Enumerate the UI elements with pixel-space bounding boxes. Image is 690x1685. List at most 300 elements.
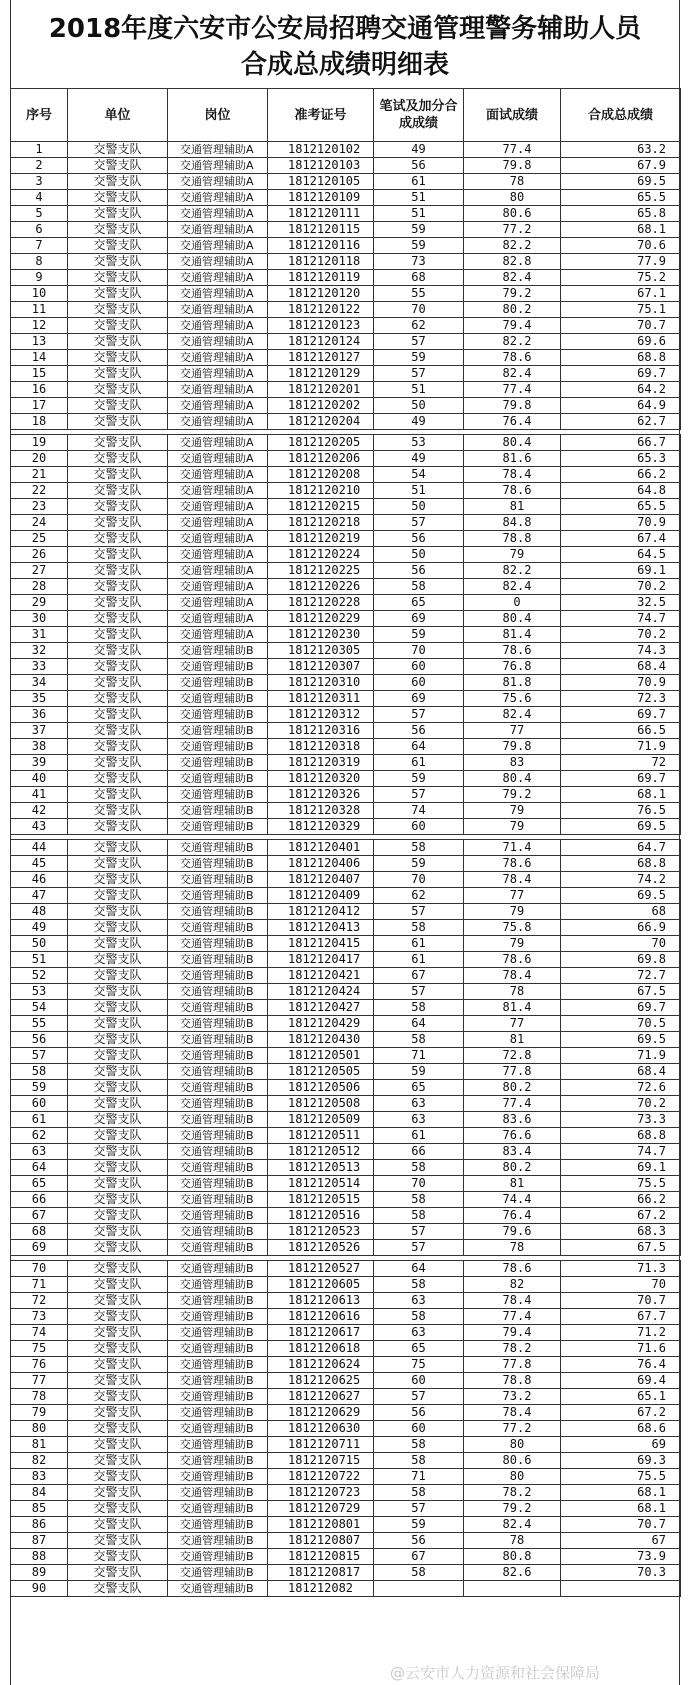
cell-post: 交通管理辅助B — [168, 787, 268, 803]
cell-post: 交通管理辅助B — [168, 1048, 268, 1064]
cell-post: 交通管理辅助B — [168, 1565, 268, 1581]
cell-total: 75.5 — [561, 1469, 681, 1485]
cell-post: 交通管理辅助B — [168, 1096, 268, 1112]
table-row — [11, 1144, 681, 1160]
cell-post: 交通管理辅助B — [168, 739, 268, 755]
cell-post: 交通管理辅助A — [168, 206, 268, 222]
table-row — [11, 547, 681, 563]
cell-total: 74.3 — [561, 643, 681, 659]
cell-exam-id: 1812120406 — [268, 856, 374, 872]
cell-unit: 交警支队 — [68, 238, 168, 254]
cell-post: 交通管理辅助B — [168, 1549, 268, 1565]
cell-written: 75 — [374, 1357, 464, 1373]
cell-interview: 80 — [464, 1437, 561, 1453]
cell-written: 58 — [374, 1208, 464, 1224]
cell-post: 交通管理辅助B — [168, 1208, 268, 1224]
cell-no: 15 — [11, 366, 68, 382]
cell-no: 14 — [11, 350, 68, 366]
cell-no: 51 — [11, 952, 68, 968]
cell-no: 41 — [11, 787, 68, 803]
cell-unit: 交警支队 — [68, 1293, 168, 1309]
cell-written: 56 — [374, 1533, 464, 1549]
cell-written: 50 — [374, 398, 464, 414]
cell-post: 交通管理辅助A — [168, 451, 268, 467]
cell-total: 64.5 — [561, 547, 681, 563]
cell-exam-id: 1812120123 — [268, 318, 374, 334]
cell-exam-id: 1812120329 — [268, 819, 374, 835]
cell-total: 73.9 — [561, 1549, 681, 1565]
cell-total: 68.1 — [561, 1501, 681, 1517]
cell-interview: 77 — [464, 723, 561, 739]
cell-post: 交通管理辅助A — [168, 302, 268, 318]
cell-post: 交通管理辅助A — [168, 382, 268, 398]
cell-post: 交通管理辅助B — [168, 840, 268, 856]
cell-no: 76 — [11, 1357, 68, 1373]
cell-interview: 78 — [464, 174, 561, 190]
cell-total: 69.7 — [561, 771, 681, 787]
cell-interview: 81.6 — [464, 451, 561, 467]
cell-post: 交通管理辅助B — [168, 1373, 268, 1389]
cell-exam-id: 1812120318 — [268, 739, 374, 755]
cell-total: 74.7 — [561, 1144, 681, 1160]
cell-interview: 84.8 — [464, 515, 561, 531]
cell-unit: 交警支队 — [68, 755, 168, 771]
cell-unit: 交警支队 — [68, 936, 168, 952]
cell-post: 交通管理辅助A — [168, 318, 268, 334]
cell-interview: 82.6 — [464, 1565, 561, 1581]
cell-written: 58 — [374, 840, 464, 856]
cell-total: 66.2 — [561, 467, 681, 483]
cell-post: 交通管理辅助A — [168, 270, 268, 286]
table-row — [11, 691, 681, 707]
cell-post: 交通管理辅助B — [168, 771, 268, 787]
cell-total: 68.8 — [561, 856, 681, 872]
cell-exam-id: 1812120729 — [268, 1501, 374, 1517]
cell-total: 68.1 — [561, 1485, 681, 1501]
cell-no: 11 — [11, 302, 68, 318]
cell-unit: 交警支队 — [68, 483, 168, 499]
table-row — [11, 659, 681, 675]
cell-post: 交通管理辅助B — [168, 1261, 268, 1277]
cell-no: 43 — [11, 819, 68, 835]
cell-unit: 交警支队 — [68, 190, 168, 206]
cell-post: 交通管理辅助B — [168, 1112, 268, 1128]
cell-written: 58 — [374, 1192, 464, 1208]
cell-exam-id: 1812120417 — [268, 952, 374, 968]
cell-total: 72.6 — [561, 1080, 681, 1096]
table-row — [11, 1469, 681, 1485]
cell-unit: 交警支队 — [68, 334, 168, 350]
header-unit: 单位 — [68, 89, 168, 142]
cell-post: 交通管理辅助B — [168, 1341, 268, 1357]
cell-no: 62 — [11, 1128, 68, 1144]
cell-post: 交通管理辅助B — [168, 723, 268, 739]
cell-exam-id: 1812120319 — [268, 755, 374, 771]
cell-written: 61 — [374, 1128, 464, 1144]
cell-unit: 交警支队 — [68, 739, 168, 755]
cell-post: 交通管理辅助A — [168, 254, 268, 270]
cell-unit: 交警支队 — [68, 707, 168, 723]
cell-interview: 77.4 — [464, 142, 561, 158]
cell-exam-id: 1812120624 — [268, 1357, 374, 1373]
cell-written: 62 — [374, 318, 464, 334]
cell-post: 交通管理辅助A — [168, 515, 268, 531]
cell-exam-id: 1812120508 — [268, 1096, 374, 1112]
cell-no: 53 — [11, 984, 68, 1000]
table-row — [11, 1048, 681, 1064]
cell-no: 45 — [11, 856, 68, 872]
cell-total: 68.1 — [561, 222, 681, 238]
cell-exam-id: 1812120526 — [268, 1240, 374, 1256]
cell-post: 交通管理辅助B — [168, 1517, 268, 1533]
cell-post: 交通管理辅助A — [168, 563, 268, 579]
table-row — [11, 206, 681, 222]
cell-total: 71.6 — [561, 1341, 681, 1357]
cell-total: 65.8 — [561, 206, 681, 222]
cell-written: 71 — [374, 1048, 464, 1064]
cell-no: 85 — [11, 1501, 68, 1517]
cell-exam-id: 1812120630 — [268, 1421, 374, 1437]
table-row — [11, 1016, 681, 1032]
cell-post: 交通管理辅助B — [168, 1389, 268, 1405]
header-written: 笔试及加分合成成绩 — [374, 89, 464, 142]
cell-no: 88 — [11, 1549, 68, 1565]
table-row — [11, 579, 681, 595]
cell-unit: 交警支队 — [68, 1581, 168, 1597]
cell-total: 32.5 — [561, 595, 681, 611]
cell-exam-id: 1812120409 — [268, 888, 374, 904]
cell-unit: 交警支队 — [68, 1485, 168, 1501]
cell-total: 74.7 — [561, 611, 681, 627]
cell-interview: 79.2 — [464, 286, 561, 302]
cell-unit: 交警支队 — [68, 142, 168, 158]
cell-post: 交通管理辅助A — [168, 579, 268, 595]
cell-written: 57 — [374, 787, 464, 803]
cell-interview: 79.4 — [464, 318, 561, 334]
cell-no: 52 — [11, 968, 68, 984]
cell-interview: 77 — [464, 1016, 561, 1032]
cell-unit: 交警支队 — [68, 1341, 168, 1357]
cell-interview: 78.4 — [464, 968, 561, 984]
cell-written: 51 — [374, 206, 464, 222]
cell-written: 63 — [374, 1325, 464, 1341]
cell-unit: 交警支队 — [68, 1112, 168, 1128]
header-exam-id: 准考证号 — [268, 89, 374, 142]
table-row — [11, 158, 681, 174]
cell-total: 69.7 — [561, 1000, 681, 1016]
cell-interview: 74.4 — [464, 1192, 561, 1208]
cell-post: 交通管理辅助B — [168, 1581, 268, 1597]
cell-unit: 交警支队 — [68, 1224, 168, 1240]
cell-interview: 77.8 — [464, 1064, 561, 1080]
cell-interview: 78.4 — [464, 1405, 561, 1421]
cell-total: 66.7 — [561, 435, 681, 451]
table-row — [11, 499, 681, 515]
cell-no: 37 — [11, 723, 68, 739]
cell-written: 58 — [374, 1437, 464, 1453]
cell-total: 67.1 — [561, 286, 681, 302]
cell-exam-id: 1812120509 — [268, 1112, 374, 1128]
cell-written: 51 — [374, 382, 464, 398]
cell-total: 70.7 — [561, 1517, 681, 1533]
cell-total: 62.7 — [561, 414, 681, 430]
cell-unit: 交警支队 — [68, 414, 168, 430]
cell-no: 20 — [11, 451, 68, 467]
cell-no: 64 — [11, 1160, 68, 1176]
cell-total: 67.5 — [561, 984, 681, 1000]
cell-exam-id: 1812120613 — [268, 1293, 374, 1309]
score-table — [10, 88, 681, 1597]
cell-exam-id: 1812120122 — [268, 302, 374, 318]
cell-exam-id: 1812120129 — [268, 366, 374, 382]
cell-interview: 82.4 — [464, 1517, 561, 1533]
cell-exam-id: 1812120118 — [268, 254, 374, 270]
table-row — [11, 1517, 681, 1533]
cell-interview: 79.2 — [464, 787, 561, 803]
cell-total: 75.5 — [561, 1176, 681, 1192]
table-row — [11, 1064, 681, 1080]
cell-unit: 交警支队 — [68, 1437, 168, 1453]
cell-interview: 78.6 — [464, 643, 561, 659]
cell-written: 58 — [374, 1277, 464, 1293]
cell-exam-id: 1812120605 — [268, 1277, 374, 1293]
table-row — [11, 1128, 681, 1144]
cell-interview: 79.6 — [464, 1224, 561, 1240]
cell-written: 57 — [374, 515, 464, 531]
cell-exam-id: 1812120415 — [268, 936, 374, 952]
cell-no: 13 — [11, 334, 68, 350]
cell-exam-id: 1812120210 — [268, 483, 374, 499]
cell-no: 73 — [11, 1309, 68, 1325]
cell-written: 69 — [374, 611, 464, 627]
cell-total: 69 — [561, 1437, 681, 1453]
cell-total: 72 — [561, 755, 681, 771]
cell-interview: 79 — [464, 819, 561, 835]
cell-total: 64.7 — [561, 840, 681, 856]
cell-unit: 交警支队 — [68, 595, 168, 611]
cell-no: 50 — [11, 936, 68, 952]
cell-exam-id: 181212082 — [268, 1581, 374, 1597]
cell-written: 73 — [374, 254, 464, 270]
cell-total: 65.1 — [561, 1389, 681, 1405]
cell-exam-id: 1812120105 — [268, 174, 374, 190]
cell-unit: 交警支队 — [68, 952, 168, 968]
cell-interview: 79 — [464, 904, 561, 920]
cell-unit: 交警支队 — [68, 158, 168, 174]
cell-total: 65.3 — [561, 451, 681, 467]
table-row — [11, 1112, 681, 1128]
cell-post: 交通管理辅助A — [168, 435, 268, 451]
cell-no: 8 — [11, 254, 68, 270]
table-row — [11, 1096, 681, 1112]
cell-no: 29 — [11, 595, 68, 611]
cell-no: 40 — [11, 771, 68, 787]
cell-total: 68.4 — [561, 1064, 681, 1080]
cell-total: 71.2 — [561, 1325, 681, 1341]
cell-unit: 交警支队 — [68, 1501, 168, 1517]
cell-no: 22 — [11, 483, 68, 499]
cell-unit: 交警支队 — [68, 803, 168, 819]
cell-total: 67.7 — [561, 1309, 681, 1325]
cell-unit: 交警支队 — [68, 659, 168, 675]
cell-interview: 78 — [464, 984, 561, 1000]
cell-exam-id: 1812120627 — [268, 1389, 374, 1405]
cell-unit: 交警支队 — [68, 1389, 168, 1405]
cell-post: 交通管理辅助A — [168, 595, 268, 611]
cell-unit: 交警支队 — [68, 1064, 168, 1080]
cell-written: 57 — [374, 366, 464, 382]
table-row — [11, 1176, 681, 1192]
cell-post: 交通管理辅助A — [168, 547, 268, 563]
cell-unit: 交警支队 — [68, 1080, 168, 1096]
cell-interview: 79.2 — [464, 1501, 561, 1517]
cell-written: 70 — [374, 872, 464, 888]
cell-exam-id: 1812120229 — [268, 611, 374, 627]
cell-written: 66 — [374, 1144, 464, 1160]
cell-post: 交通管理辅助A — [168, 483, 268, 499]
cell-interview: 77 — [464, 888, 561, 904]
cell-unit: 交警支队 — [68, 1000, 168, 1016]
cell-interview: 83.4 — [464, 1144, 561, 1160]
cell-written: 63 — [374, 1112, 464, 1128]
cell-post: 交通管理辅助A — [168, 350, 268, 366]
cell-unit: 交警支队 — [68, 1421, 168, 1437]
cell-written: 59 — [374, 350, 464, 366]
cell-post: 交通管理辅助A — [168, 366, 268, 382]
cell-interview: 81.4 — [464, 1000, 561, 1016]
cell-no: 2 — [11, 158, 68, 174]
cell-post: 交通管理辅助B — [168, 984, 268, 1000]
cell-unit: 交警支队 — [68, 691, 168, 707]
cell-post: 交通管理辅助B — [168, 1032, 268, 1048]
cell-unit: 交警支队 — [68, 398, 168, 414]
cell-written: 63 — [374, 1293, 464, 1309]
table-row — [11, 1277, 681, 1293]
cell-written: 54 — [374, 467, 464, 483]
cell-interview: 80.6 — [464, 206, 561, 222]
table-row — [11, 1389, 681, 1405]
cell-exam-id: 1812120226 — [268, 579, 374, 595]
cell-no: 27 — [11, 563, 68, 579]
cell-interview: 79.8 — [464, 739, 561, 755]
cell-written: 57 — [374, 334, 464, 350]
cell-no: 89 — [11, 1565, 68, 1581]
cell-interview: 77.4 — [464, 1096, 561, 1112]
cell-post: 交通管理辅助B — [168, 1469, 268, 1485]
cell-unit: 交警支队 — [68, 1144, 168, 1160]
cell-exam-id: 1812120316 — [268, 723, 374, 739]
cell-written: 68 — [374, 270, 464, 286]
table-row — [11, 1000, 681, 1016]
cell-no: 17 — [11, 398, 68, 414]
cell-written: 61 — [374, 755, 464, 771]
cell-interview: 77.2 — [464, 222, 561, 238]
cell-no: 59 — [11, 1080, 68, 1096]
cell-no: 90 — [11, 1581, 68, 1597]
cell-interview: 75.6 — [464, 691, 561, 707]
cell-interview — [464, 1581, 561, 1597]
table-row — [11, 627, 681, 643]
cell-interview: 76.4 — [464, 1208, 561, 1224]
header-total: 合成总成绩 — [561, 89, 681, 142]
table-row — [11, 1192, 681, 1208]
cell-written: 51 — [374, 483, 464, 499]
cell-unit: 交警支队 — [68, 627, 168, 643]
cell-no: 49 — [11, 920, 68, 936]
cell-exam-id: 1812120204 — [268, 414, 374, 430]
cell-no: 74 — [11, 1325, 68, 1341]
cell-unit: 交警支队 — [68, 435, 168, 451]
cell-exam-id: 1812120711 — [268, 1437, 374, 1453]
cell-exam-id: 1812120430 — [268, 1032, 374, 1048]
cell-written: 59 — [374, 627, 464, 643]
cell-no: 26 — [11, 547, 68, 563]
cell-post: 交通管理辅助A — [168, 158, 268, 174]
cell-unit: 交警支队 — [68, 302, 168, 318]
table-row — [11, 318, 681, 334]
cell-no: 5 — [11, 206, 68, 222]
cell-interview: 83 — [464, 755, 561, 771]
cell-total: 68.6 — [561, 1421, 681, 1437]
cell-interview: 80.2 — [464, 1080, 561, 1096]
cell-interview: 82.4 — [464, 579, 561, 595]
cell-no: 25 — [11, 531, 68, 547]
cell-unit: 交警支队 — [68, 920, 168, 936]
cell-total: 68.4 — [561, 659, 681, 675]
cell-post: 交通管理辅助B — [168, 888, 268, 904]
cell-total: 70.7 — [561, 318, 681, 334]
cell-post: 交通管理辅助B — [168, 1240, 268, 1256]
cell-exam-id: 1812120320 — [268, 771, 374, 787]
cell-interview: 78.4 — [464, 872, 561, 888]
table-row — [11, 904, 681, 920]
cell-post: 交通管理辅助A — [168, 499, 268, 515]
cell-post: 交通管理辅助B — [168, 643, 268, 659]
cell-interview: 71.4 — [464, 840, 561, 856]
table-row — [11, 531, 681, 547]
cell-exam-id: 1812120723 — [268, 1485, 374, 1501]
cell-exam-id: 1812120424 — [268, 984, 374, 1000]
cell-exam-id: 1812120421 — [268, 968, 374, 984]
cell-no: 87 — [11, 1533, 68, 1549]
cell-no: 79 — [11, 1405, 68, 1421]
table-row — [11, 1421, 681, 1437]
cell-exam-id: 1812120312 — [268, 707, 374, 723]
cell-post: 交通管理辅助B — [168, 1453, 268, 1469]
cell-unit: 交警支队 — [68, 1192, 168, 1208]
cell-interview: 0 — [464, 595, 561, 611]
cell-post: 交通管理辅助B — [168, 968, 268, 984]
cell-written: 49 — [374, 142, 464, 158]
cell-interview: 80.2 — [464, 1160, 561, 1176]
cell-written: 58 — [374, 1453, 464, 1469]
cell-written: 59 — [374, 222, 464, 238]
cell-unit: 交警支队 — [68, 254, 168, 270]
cell-exam-id: 1812120115 — [268, 222, 374, 238]
table-row — [11, 414, 681, 430]
cell-unit: 交警支队 — [68, 318, 168, 334]
table-row — [11, 1261, 681, 1277]
cell-unit: 交警支队 — [68, 382, 168, 398]
cell-total: 69.3 — [561, 1453, 681, 1469]
cell-written: 69 — [374, 691, 464, 707]
cell-total: 68.8 — [561, 350, 681, 366]
cell-written: 70 — [374, 302, 464, 318]
cell-written: 64 — [374, 739, 464, 755]
cell-unit: 交警支队 — [68, 675, 168, 691]
header-interview: 面试成绩 — [464, 89, 561, 142]
cell-exam-id: 1812120505 — [268, 1064, 374, 1080]
